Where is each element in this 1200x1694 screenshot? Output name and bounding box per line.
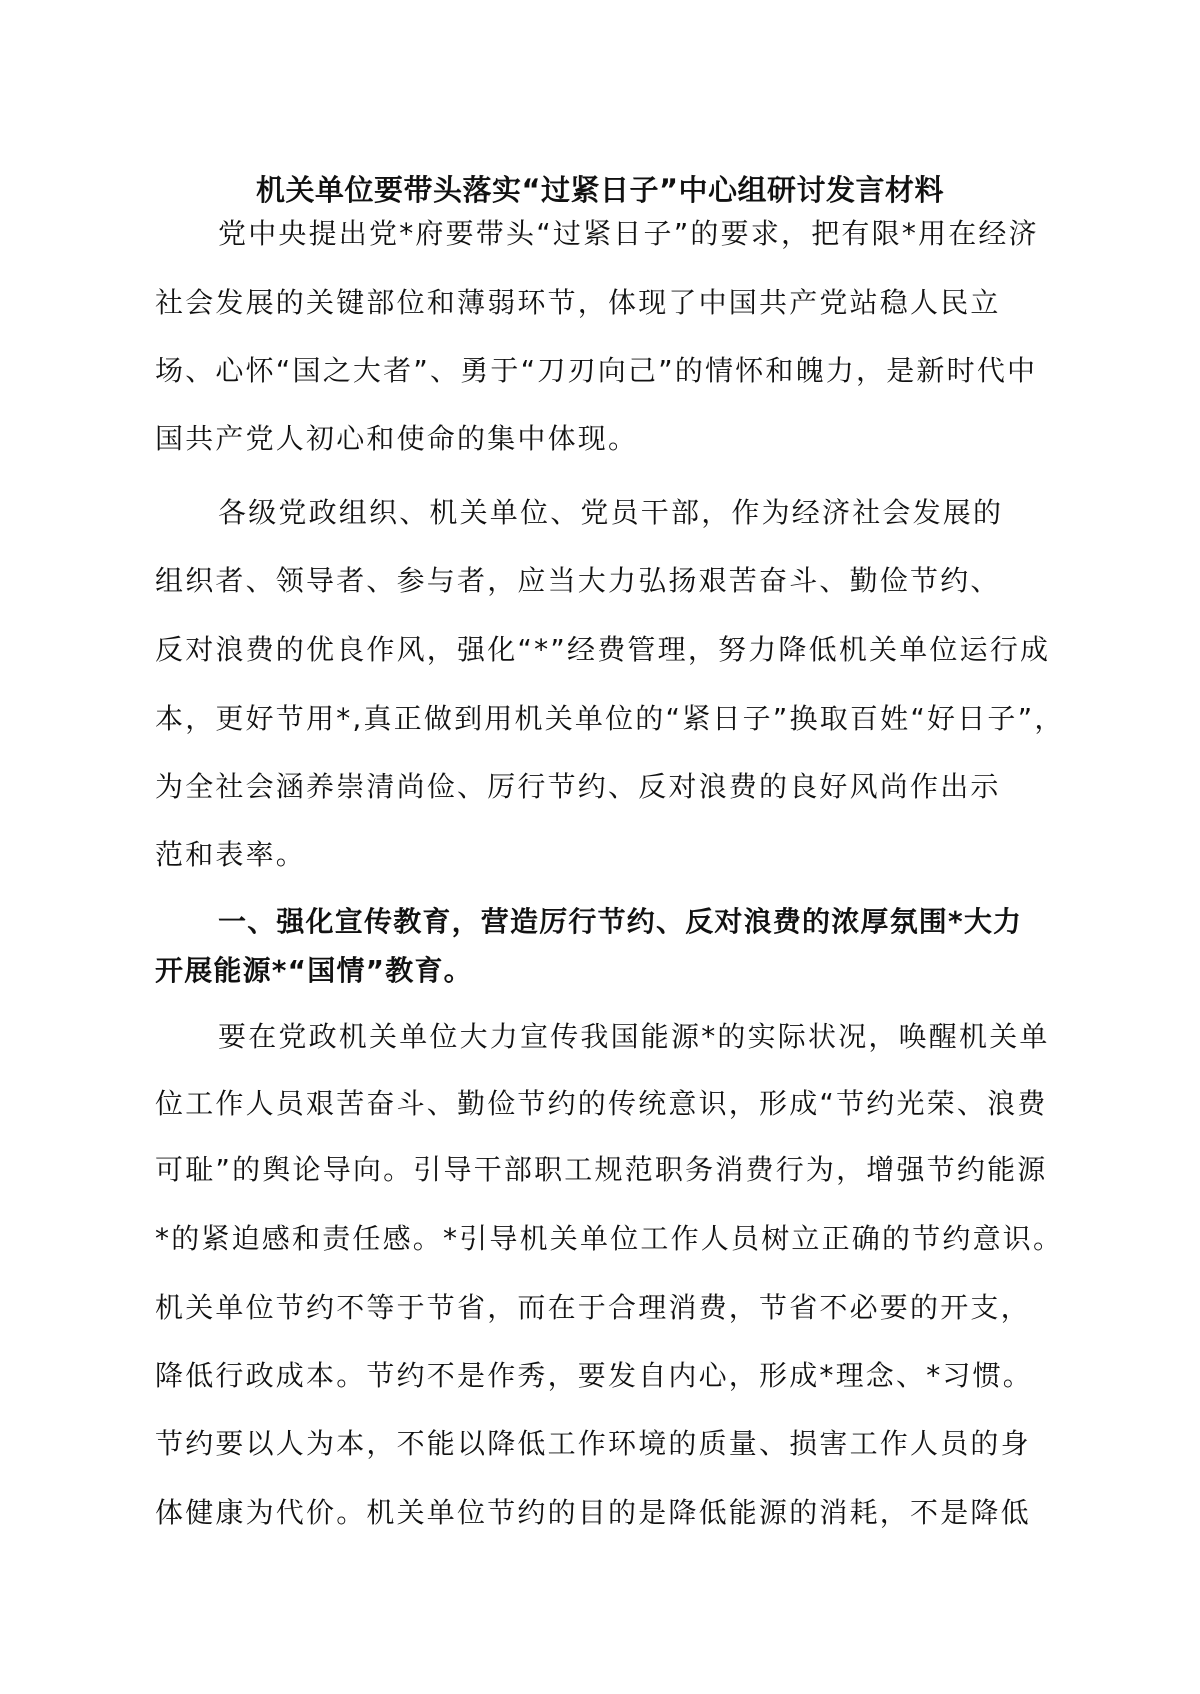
paragraph-line: 国共产党人初心和使命的集中体现。 — [155, 422, 639, 455]
paragraph-line: 党中央提出党*府要带头“过紧日子”的要求，把有限*用在经济 — [218, 217, 1039, 250]
paragraph-line: 场、心怀“国之大者”、勇于“刀刃向己”的情怀和魄力，是新时代中 — [155, 354, 1038, 387]
paragraph-line: 节约要以人为本，不能以降低工作环境的质量、损害工作人员的身 — [155, 1427, 1031, 1460]
paragraph-line: 本，更好节用*,真正做到用机关单位的“紧日子”换取百姓“好日子”， — [155, 702, 1065, 735]
paragraph-line: 要在党政机关单位大力宣传我国能源*的实际状况，唤醒机关单 — [218, 1020, 1050, 1053]
paragraph-line: 组织者、领导者、参与者，应当大力弘扬艰苦奋斗、勤俭节约、 — [155, 564, 1001, 597]
paragraph-line: 体健康为代价。机关单位节约的目的是降低能源的消耗，不是降低 — [155, 1496, 1031, 1529]
document-title: 机关单位要带头落实“过紧日子”中心组研讨发言材料 — [255, 173, 945, 207]
paragraph-line: 反对浪费的优良作风，强化“*”经费管理，努力降低机关单位运行成 — [155, 633, 1051, 666]
paragraph-line: 可耻”的舆论导向。引导干部职工规范职务消费行为，增强节约能源 — [155, 1153, 1048, 1186]
paragraph-line: *的紧迫感和责任感。*引导机关单位工作人员树立正确的节约意识。 — [155, 1222, 1064, 1255]
paragraph-line: 位工作人员艰苦奋斗、勤俭节约的传统意识，形成“节约光荣、浪费 — [155, 1087, 1048, 1120]
paragraph-line: 为全社会涵养崇清尚俭、厉行节约、反对浪费的良好风尚作出示 — [155, 770, 1001, 803]
paragraph-line: 社会发展的关键部位和薄弱环节，体现了中国共产党站稳人民立 — [155, 286, 1001, 319]
paragraph-line: 机关单位节约不等于节省，而在于合理消费，节省不必要的开支， — [155, 1291, 1031, 1324]
paragraph-line: 范和表率。 — [155, 838, 307, 871]
paragraph-line: 各级党政组织、机关单位、党员干部，作为经济社会发展的 — [218, 496, 1004, 529]
section-heading-line: 一、强化宣传教育，营造厉行节约、反对浪费的浓厚氛围*大力 — [218, 905, 1023, 938]
paragraph-line: 降低行政成本。节约不是作秀，要发自内心，形成*理念、*习惯。 — [155, 1359, 1034, 1392]
section-heading-line: 开展能源*“国情”教育。 — [155, 954, 473, 987]
